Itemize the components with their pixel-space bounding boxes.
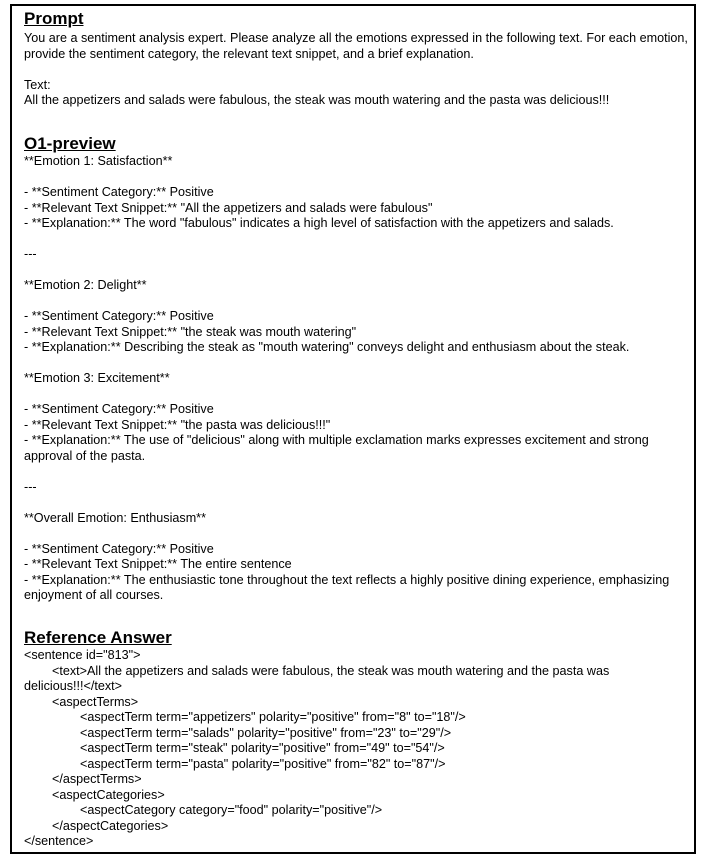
overall-heading: **Overall Emotion: Enthusiasm** bbox=[24, 510, 206, 525]
xml-line: <aspectTerm term="salads" polarity="positive" from="23" to="29"/> bbox=[24, 725, 452, 740]
xml-line: delicious!!!</text> bbox=[24, 679, 123, 693]
prompt-section bbox=[24, 9, 694, 109]
emotion2-category: - **Sentiment Category:** Positive bbox=[24, 309, 214, 323]
emotion3-snippet: - **Relevant Text Snippet:** "the pasta was delicious!!!" bbox=[24, 417, 331, 432]
o1-section bbox=[24, 134, 694, 604]
xml-line: <aspectTerm term="appetizers" polarity="positive" from="8" to="18"/> bbox=[24, 710, 466, 724]
emotion1-heading: **Emotion 1: Satisfaction** bbox=[24, 154, 173, 168]
xml-line: <text>All the appetizers and salads were fabulous, the steak was mouth watering and the pasta was bbox=[24, 663, 610, 678]
emotion3-category: - **Sentiment Category:** Positive bbox=[24, 402, 214, 416]
xml-line: <sentence id="813"> bbox=[24, 648, 141, 662]
reference-section bbox=[24, 628, 694, 850]
emotion1-snippet: - **Relevant Text Snippet:** "All the appetizers and salads were fabulous" bbox=[24, 200, 433, 215]
emotion2-explanation: - **Explanation:** Describing the steak as "mouth watering" conveys delight and enthusiasm about the steak. bbox=[24, 340, 630, 354]
xml-line: <aspectTerm term="pasta" polarity="positive" from="82" to="87"/> bbox=[24, 756, 446, 771]
emotion2-heading: **Emotion 2: Delight** bbox=[24, 278, 147, 292]
xml-line: </aspectCategories> bbox=[24, 818, 169, 833]
prompt-instruction: You are a sentiment analysis expert. Please analyze all the emotions expressed in the following text. For each emotion, provide the sentiment category, the relevant text snippet, and a brief explanation. bbox=[24, 31, 688, 61]
o1-title: O1-preview bbox=[24, 134, 116, 153]
xml-line: <aspectTerm term="steak" polarity="positive" from="49" to="54"/> bbox=[24, 741, 445, 755]
overall-category: - **Sentiment Category:** Positive bbox=[24, 541, 214, 556]
emotion2-snippet: - **Relevant Text Snippet:** "the steak was mouth watering" bbox=[24, 324, 357, 339]
document-frame bbox=[10, 4, 696, 854]
separator-1: --- bbox=[24, 247, 37, 261]
emotion3-heading: **Emotion 3: Excitement** bbox=[24, 371, 170, 385]
overall-snippet: - **Relevant Text Snippet:** The entire sentence bbox=[24, 557, 292, 571]
separator-2: --- bbox=[24, 479, 37, 494]
xml-line: <aspectTerms> bbox=[24, 694, 139, 709]
prompt-text-label: Text: bbox=[24, 77, 51, 92]
xml-line: <aspectCategory category="food" polarity="positive"/> bbox=[24, 803, 383, 817]
emotion3-explanation: - **Explanation:** The use of "delicious" along with multiple exclamation marks expresses excitement and strong approval of the pasta. bbox=[24, 433, 649, 463]
overall-explanation: - **Explanation:** The enthusiastic tone throughout the text reflects a highly positive dining experience, emphasizing enjoyment of all courses. bbox=[24, 572, 670, 602]
emotion1-category: - **Sentiment Category:** Positive bbox=[24, 185, 214, 199]
xml-line: </sentence> bbox=[24, 834, 94, 848]
reference-title: Reference Answer bbox=[24, 628, 172, 647]
prompt-text-body: All the appetizers and salads were fabulous, the steak was mouth watering and the pasta was delicious!!! bbox=[24, 93, 610, 107]
emotion1-explanation: - **Explanation:** The word "fabulous" indicates a high level of satisfaction with the appetizers and salads. bbox=[24, 216, 614, 230]
xml-line: <aspectCategories> bbox=[24, 787, 165, 802]
prompt-title: Prompt bbox=[24, 9, 84, 28]
xml-line: </aspectTerms> bbox=[24, 772, 142, 786]
